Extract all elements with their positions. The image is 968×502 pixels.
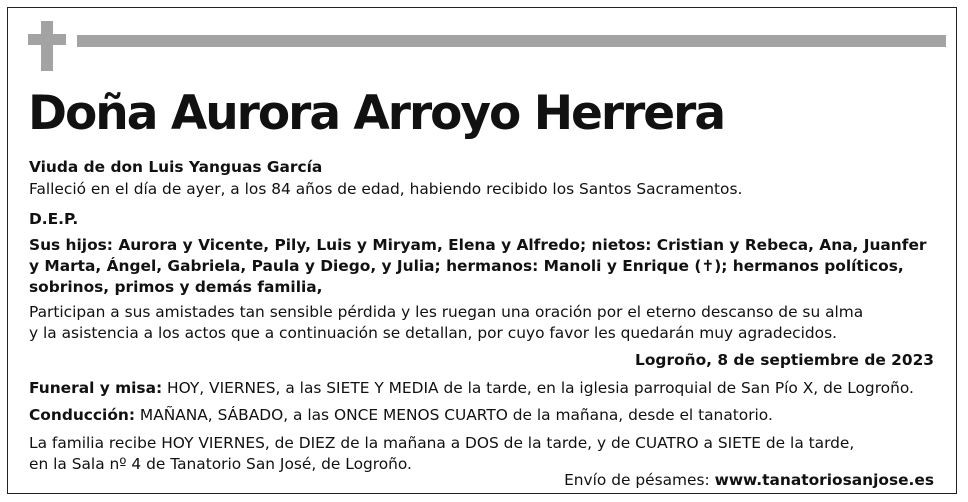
family-line-2: y Marta, Ángel, Gabriela, Paula y Diego, y Julia; hermanos: Manoli y Enrique (✝); hermanos políticos,: [29, 257, 904, 275]
header-rule: [77, 35, 946, 47]
conduction-text: MAÑANA, SÁBADO, a las ONCE MENOS CUARTO de la mañana, desde el tanatorio.: [139, 406, 773, 424]
death-notice: Falleció en el día de ayer, a los 84 años de edad, habiendo recibido los Santos Sacramentos.: [29, 180, 743, 198]
condolences-line: [564, 471, 934, 489]
date-line: Logroño, 8 de septiembre de 2023: [635, 351, 934, 369]
condolences-label: Envío de pésames:: [564, 471, 710, 489]
funeral-text: HOY, VIERNES, a las SIETE Y MEDIA de la tarde, en la iglesia parroquial de San Pío X, de Logroño.: [167, 379, 914, 397]
visiting-line-2: en la Sala nº 4 de Tanatorio San José, de Logroño.: [29, 455, 412, 473]
funeral-label: Funeral y misa:: [29, 379, 163, 397]
condolences-link[interactable]: www.tanatoriosanjose.es: [714, 471, 934, 489]
rip: D.E.P.: [29, 210, 79, 228]
visiting-line-1: La familia recibe HOY VIERNES, de DIEZ de la mañana a DOS de la tarde, y de CUATRO a SIETE de la tarde,: [29, 434, 855, 452]
request-line-2: y la asistencia a los actos que a continuación se detallan, por cuyo favor les quedarán muy agradecidos.: [29, 324, 838, 342]
funeral-line: [29, 379, 914, 397]
request-line-1: Participan a sus amistades tan sensible pérdida y les ruegan una oración por el eterno descanso de su alma: [29, 303, 864, 321]
conduction-line: [29, 406, 773, 424]
widow-line: Viuda de don Luis Yanguas García: [29, 158, 323, 176]
family-line-1: Sus hijos: Aurora y Vicente, Pily, Luis y Miryam, Elena y Alfredo; nietos: Cristian y Rebeca, Ana, Juanfer: [29, 236, 927, 254]
deceased-name: Doña Aurora Arroyo Herrera: [28, 86, 725, 141]
cross-icon: [28, 21, 66, 71]
conduction-label: Conducción:: [29, 406, 136, 424]
family-line-3: sobrinos, primos y demás familia,: [29, 278, 323, 296]
obituary-card: [7, 7, 957, 494]
